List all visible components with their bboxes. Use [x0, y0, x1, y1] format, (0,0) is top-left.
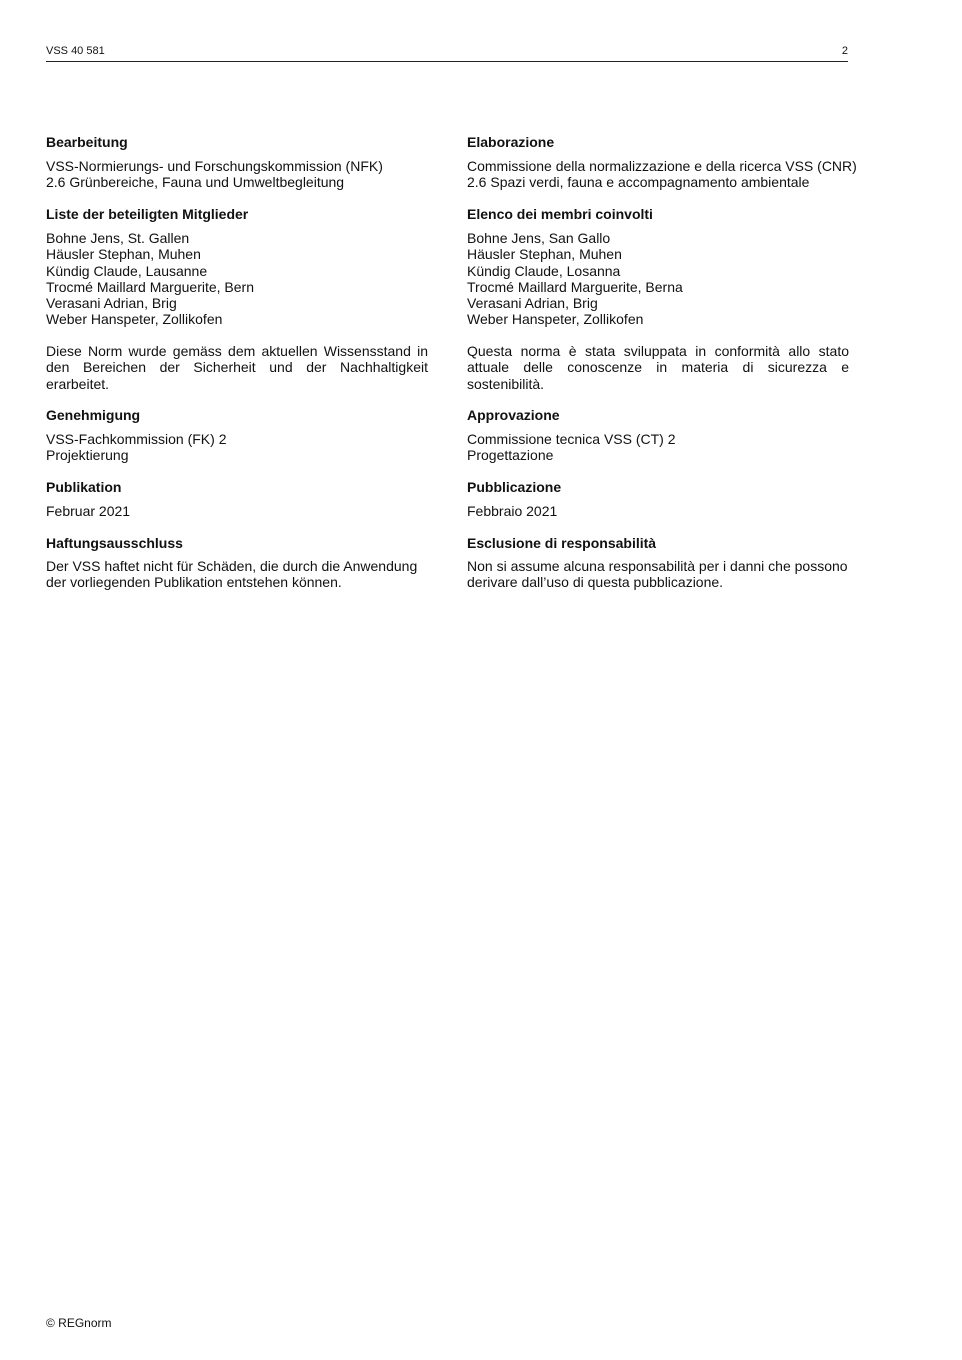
publication-date: Februar 2021	[46, 503, 131, 519]
disclaimer-heading: Esclusione di responsabilità	[467, 535, 657, 551]
bearbeitung-line: VSS-Normierungs- und Forschungskommission (NFK)	[46, 158, 383, 174]
page-header	[46, 44, 848, 62]
disclaimer-text: Der VSS haftet nicht für Schäden, die durch die Anwendung der vorliegenden Publikation entstehen können.	[46, 558, 418, 591]
member-item: Verasani Adrian, Brig	[467, 295, 598, 312]
member-item: Weber Hanspeter, Zollikofen	[46, 311, 223, 328]
norm-statement: Diese Norm wurde gemäss dem aktuellen Wissensstand in den Bereichen der Sicherheit und der Nachhaltigkeit erarbeitet.	[46, 343, 428, 392]
bearbeitung-heading: Elaborazione	[467, 134, 555, 150]
approval-line: Progettazione	[467, 447, 554, 464]
member-item: Trocmé Maillard Marguerite, Berna	[467, 278, 683, 295]
members-heading: Liste der beteiligten Mitglieder	[46, 206, 249, 222]
member-item: Häusler Stephan, Muhen	[46, 246, 201, 263]
approval-line: Projektierung	[46, 447, 129, 464]
approval-heading: Genehmigung	[46, 407, 141, 423]
bearbeitung-line: 2.6 Spazi verdi, fauna e accompagnamento ambientale	[467, 174, 810, 191]
approval-text	[46, 431, 226, 464]
member-item: Weber Hanspeter, Zollikofen	[467, 311, 644, 328]
publication-date: Febbraio 2021	[467, 503, 558, 519]
member-item: Bohne Jens, St. Gallen	[46, 230, 190, 246]
bearbeitung-text	[467, 158, 857, 191]
member-item: Trocmé Maillard Marguerite, Bern	[46, 278, 254, 295]
bearbeitung-line: 2.6 Grünbereiche, Fauna und Umweltbegleitung	[46, 174, 345, 191]
publication-heading: Publikation	[46, 479, 122, 495]
publication-heading: Pubblicazione	[467, 479, 562, 495]
member-item: Bohne Jens, San Gallo	[467, 230, 611, 246]
copyright-footer: © REGnorm	[46, 1316, 112, 1330]
approval-line: Commissione tecnica VSS (CT) 2	[467, 431, 676, 447]
page-number: 2	[841, 45, 848, 57]
member-item: Verasani Adrian, Brig	[46, 295, 177, 312]
disclaimer-text: Non si assume alcuna responsabilità per i danni che possono derivare dall’uso di questa pubblicazione.	[467, 558, 848, 591]
member-item: Kündig Claude, Losanna	[467, 262, 621, 279]
document-id: VSS 40 581	[46, 45, 105, 57]
members-heading: Elenco dei membri coinvolti	[467, 206, 653, 222]
approval-text	[467, 431, 676, 464]
bearbeitung-line: Commissione della normalizzazione e della ricerca VSS (CNR)	[467, 158, 857, 174]
norm-statement: Questa norma è stata sviluppata in conformità allo stato attuale delle conoscenze in materia di sicurezza e sostenibilità.	[467, 343, 849, 392]
approval-line: VSS-Fachkommission (FK) 2	[46, 431, 227, 447]
member-item: Kündig Claude, Lausanne	[46, 262, 208, 279]
member-item: Häusler Stephan, Muhen	[467, 246, 622, 263]
bearbeitung-text	[46, 158, 383, 191]
disclaimer-heading: Haftungsausschluss	[46, 535, 183, 551]
members-list	[46, 230, 254, 328]
members-list	[467, 230, 683, 328]
bearbeitung-heading: Bearbeitung	[46, 134, 128, 150]
approval-heading: Approvazione	[467, 407, 560, 423]
